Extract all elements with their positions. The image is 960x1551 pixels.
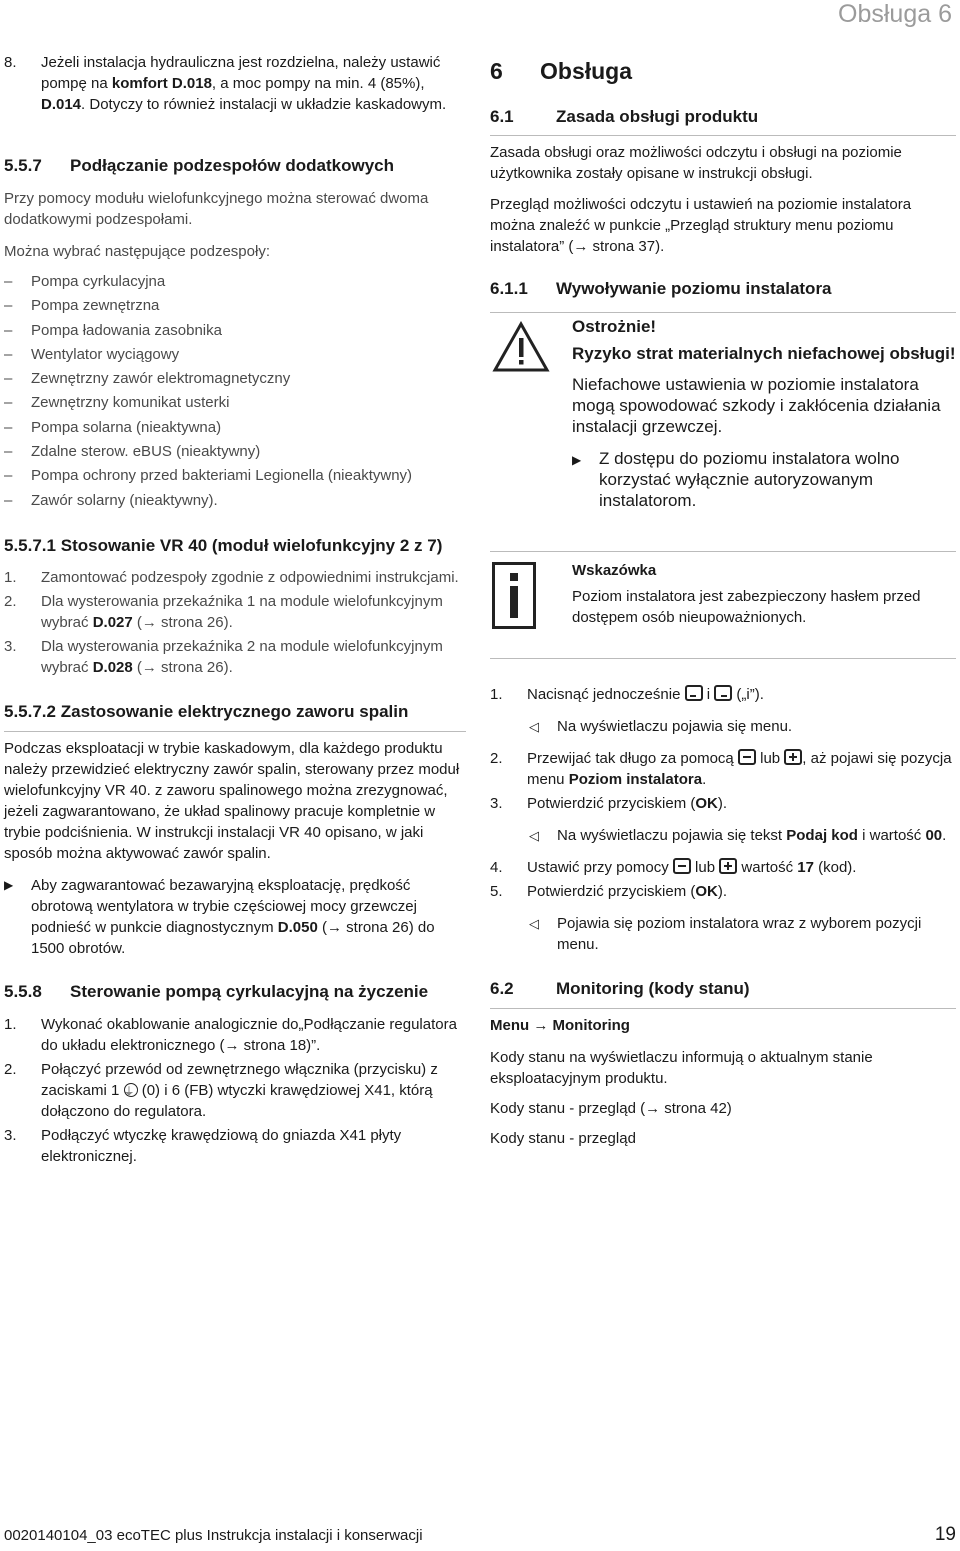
list-item: – Zawór solarny (nieaktywny). [4,491,218,509]
step: 3. Podłączyć wtyczkę krawędziową do gniazda X41 płyty elektronicznej. [4,1126,402,1165]
divider [490,658,956,659]
step: 2. Połączyć przewód od zewnętrznego włącznika (przycisku) z zaciskami 1 ⏚ (0) i 6 (FB) wtyczki krawędziowej X41, którą dołączono do regulatora. [4,1059,466,1122]
step-8: 8. Jeżeli instalacja hydrauliczna jest rozdzielna, należy ustawić pompę na komfort D.018, a moc pompy na min. 4 (85%), D.014. Dotyczy to również instalacji w układzie kaskadowym. [4,54,447,113]
arrow-icon: ▶ [572,453,582,467]
warning-text: Niefachowe ustawienia w poziomie instalatora mogą spowodować szkody i zakłócenia działania instalacji grzewczej. [572,375,941,436]
note-text: Poziom instalatora jest zabezpieczony hasłem przed dostępem osób nieupoważnionych. [572,588,921,626]
paragraph: Przegląd możliwości odczytu i ustawień na poziomie instalatora można znaleźć w punkcie „Przegląd struktury menu poziomu instalatora” (→ strona 37). [490,196,912,255]
step-number: 8. [4,54,17,71]
minus-key-icon [738,749,756,765]
left-softkey-icon [685,685,703,701]
step: 3. Dla wysterowania przekaźnika 2 na module wielofunkcyjnym wybrać D.028 (→ strona 26). [4,637,443,676]
list-item: – Zewnętrzny komunikat usterki [4,394,230,412]
paragraph: Zasada obsługi oraz możliwości odczytu i obsługi na poziomie użytkownika zostały opisane w instrukcji obsługi. [490,144,902,182]
result: ◁ Pojawia się poziom instalatora wraz z wyborem pozycji menu. [529,915,922,953]
list-item: – Pompa ładowania zasobnika [4,321,222,339]
heading-6-1: 6.1 Zasada obsługi produktu [490,107,759,126]
list-item: – Zewnętrzny zawór elektromagnetyczny [4,370,291,388]
menu-path: Menu → Monitoring [490,1017,630,1034]
info-icon [492,562,536,648]
warning-content [490,313,956,511]
warning-box [490,312,956,551]
paragraph: Kody stanu - przegląd [490,1130,636,1147]
footer-document: 0020140104_03 ecoTEC plus Instrukcja instalacji i konserwacji [4,1527,423,1544]
step: 2. Przewijać tak długo za pomocą lub , aż pojawi się pozycja menu Poziom instalatora. [490,750,952,788]
divider [4,731,466,732]
heading-6-2: 6.2 Monitoring (kody stanu) [490,979,750,998]
list-item: – Pompa cyrkulacyjna [4,273,166,290]
heading-5-5-7-1: 5.5.7.1 Stosowanie VR 40 (moduł wielofunkcyjny 2 z 7) [4,535,443,555]
heading-5-5-8: 5.5.8 Sterowanie pompą cyrkulacyjną na życzenie [4,981,429,1001]
step: 5. Potwierdzić przyciskiem (OK). [490,883,728,900]
steps-5-5-7-1 [4,567,466,678]
paragraph: Przy pomocy modułu wielofunkcyjnego można sterować dwoma dodatkowymi podzespołami. [4,190,429,228]
paragraph: Kody stanu na wyświetlaczu informują o aktualnym stanie eksploatacyjnym produktu. [490,1049,873,1087]
heading-6: 6 Obsługa [490,58,633,84]
steps-5-5-8 [4,1014,466,1167]
heading-6-1-1: 6.1.1 Wywoływanie poziomu instalatora [490,279,832,298]
result-arrow-icon: ◁ [529,828,539,843]
right-softkey-icon [714,685,732,701]
plus-key-icon [784,749,802,765]
note-title: Wskazówka [572,562,657,579]
list-item: – Pompa zewnętrzna [4,297,160,315]
plus-key-icon [719,858,737,874]
reference-link: Kody stanu - przegląd (→ strona 42) [490,1100,732,1117]
list-item: – Pompa solarna (nieaktywna) [4,418,222,436]
paragraph: Można wybrać następujące podzespoły: [4,243,270,260]
step: 4. Ustawić przy pomocy lub wartość 17 (kod). [490,859,857,876]
step: 1. Nacisnąć jednocześnie i („i”). [490,686,764,703]
component-list [4,271,466,511]
note-box [490,551,956,658]
list-item: – Pompa ochrony przed bakteriami Legionella (nieaktywny) [4,467,413,485]
step: 1. Wykonać okablowanie analogicznie do„Podłączanie regulatora do układu elektronicznego (→ strona 18)”. [4,1015,457,1054]
list-item: – Wentylator wyciągowy [4,345,180,363]
step: 2. Dla wysterowania przekaźnika 1 na module wielofunkcyjnym wybrać D.027 (→ strona 26). [4,592,443,631]
warning-triangle-icon [492,321,550,373]
warning-subtitle: Ryzyko strat materialnych niefachowej obsługi! [572,344,956,363]
warning-title: Ostrożnie! [572,317,657,336]
right-column [490,52,956,1149]
page-header: Obsługa 6 [838,0,952,28]
step: 1. Zamontować podzespoły zgodnie z odpowiednimi instrukcjami. [4,568,459,586]
action-item: ▶ Aby zagwarantować bezawaryjną eksploatację, prędkość obrotową wentylatora w trybie częściowej mocy grzewczej podnieść w punkcie diagnostycznym D.050 (→ strona 26) do 1500 obrotów. [4,876,435,957]
paragraph: Podczas eksploatacji w trybie kaskadowym, dla każdego produktu należy przewidzieć elektryczny zawór spalin, sterowany przez moduł wielofunkcyjny VR 40. z zaworu spalinowego można zrezygnować, jeżeli zagwarantowano, że układ spalinowy pracuje kompletnie w trybie podciśnienia. W instrukcji instalacji VR 40 opisano, w jaki sposób można aktywować zawór spalin. [4,739,460,862]
result-arrow-icon: ◁ [529,916,539,931]
note-content [490,552,956,628]
list-item: – Zdalne sterow. eBUS (nieaktywny) [4,443,261,461]
ground-icon [124,1083,138,1097]
minus-key-icon [673,858,691,874]
result: ◁ Na wyświetlaczu pojawia się tekst Podaj kod i wartość 00. [529,827,947,844]
divider [490,1008,956,1009]
arrow-icon: ▶ [4,877,14,892]
left-column [4,52,466,1167]
divider [490,135,956,136]
page-number: 19 [934,1524,956,1545]
step: 3. Potwierdzić przyciskiem (OK). [490,795,728,812]
result: ◁ Na wyświetlaczu pojawia się menu. [529,718,793,735]
result-arrow-icon: ◁ [529,719,539,734]
warning-action: ▶ Z dostępu do poziomu instalatora wolno korzystać wyłącznie autoryzowanym instalatorom. [572,449,900,510]
heading-5-5-7: 5.5.7 Podłączanie podzespołów dodatkowych [4,156,394,175]
heading-5-5-7-2: 5.5.7.2 Zastosowanie elektrycznego zaworu spalin [4,701,409,721]
procedure-steps [490,684,956,955]
